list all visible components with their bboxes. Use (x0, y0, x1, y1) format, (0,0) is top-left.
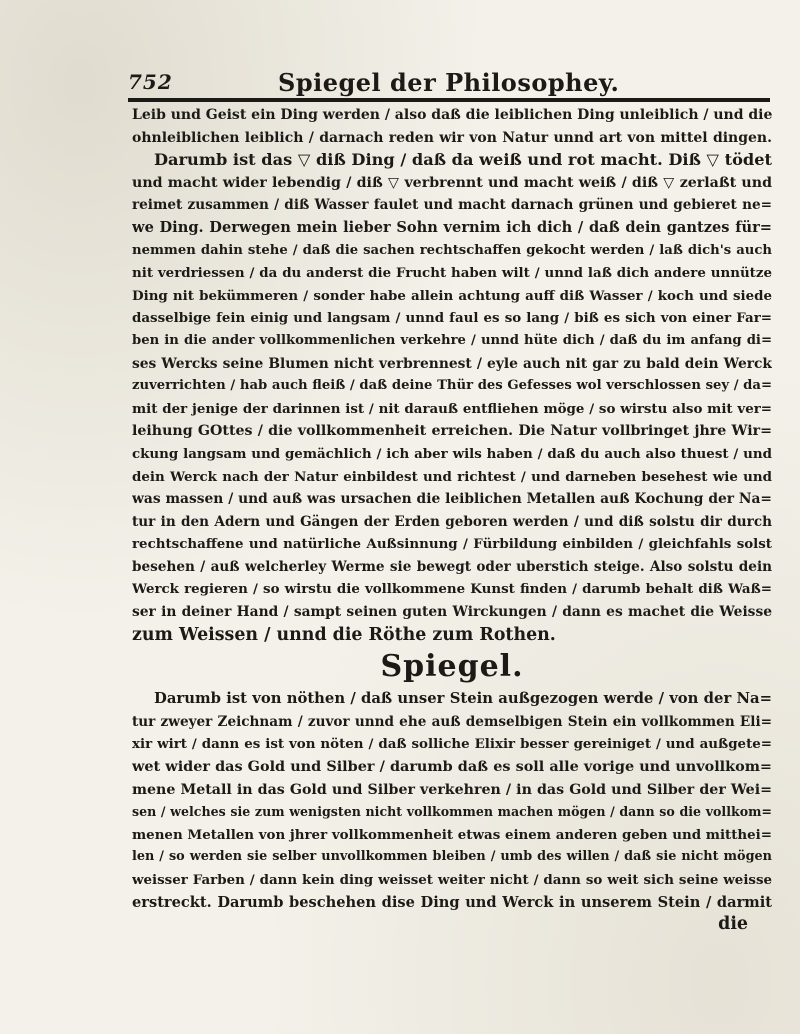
text-line: leihung GOttes / die vollkommenheit erreichen. Die Natur vollbringet jhre Wir= (132, 423, 772, 440)
text-line: nemmen dahin stehe / daß die sachen rechtschaffen gekocht werden / laß dich's auch (132, 242, 772, 258)
text-line: tur in den Adern und Gängen der Erden geboren werden / und diß solstu dir durch (132, 513, 772, 530)
text-line: mene Metall in das Gold und Silber verkehren / in das Gold und Silber der Wei= (132, 781, 772, 798)
text-line: Darumb ist von nöthen / daß unser Stein außgezogen werde / von der Na= (154, 690, 772, 708)
text-line: len / so werden sie selber unvollkommen bleiben / umb des willen / daß sie nicht mögen (132, 849, 772, 865)
text-line: nit verdriessen / da du anderst die Frucht haben wilt / unnd laß dich andere unnütze (132, 265, 772, 282)
text-line: mit der jenige der darinnen ist / nit darauß entfliehen möge / so wirstu also mit ver= (132, 400, 772, 417)
text-line: besehen / auß welcherley Werme sie bewegt oder uberstich steige. Also solstu dein (132, 558, 772, 575)
paragraph-1 (132, 104, 772, 646)
text-line: ser in deiner Hand / sampt seinen guten Wirckungen / dann es machet die Weisse (132, 604, 772, 621)
text-line: erstreckt. Darumb beschehen dise Ding und Werck in unserem Stein / darmit (132, 893, 772, 911)
text-line: reimet zusammen / diß Wasser faulet und macht darnach grünen und gebieret ne= (132, 197, 772, 214)
text-line: Leib und Geist ein Ding werden / also daß die leiblichen Ding unleiblich / und die (132, 107, 772, 123)
text-line: wet wider das Gold und Silber / darumb daß es soll alle vorige und unvollkom= (132, 758, 772, 776)
text-line: ben in die ander vollkommenlichen verkehre / unnd hüte dich / daß du im anfang di= (132, 332, 772, 348)
text-line: sen / welches sie zum wenigsten nicht vollkommen machen mögen / dann so die vollkom= (132, 804, 772, 820)
text-line: we Ding. Derwegen mein lieber Sohn vernim ich dich / daß dein gantzes für= (132, 218, 772, 236)
text-line: zum Weissen / unnd die Röthe zum Rothen. (132, 624, 556, 645)
text-line: Werck regieren / so wirstu die vollkommene Kunst finden / darumb behalt diß Waß= (132, 581, 772, 598)
page-number: 752 (128, 70, 173, 94)
text-line: tur zweyer Zeichnam / zuvor unnd ehe auß demselbigen Stein ein vollkommen Eli= (132, 713, 772, 730)
catchword-line (132, 914, 772, 936)
text-line: und macht wider lebendig / diß ▽ verbrennt und macht weiß / diß ▽ zerlaßt und (132, 174, 772, 191)
text-line: ses Wercks seine Blumen nicht verbrennest / eyle auch nit gar zu bald dein Werck (132, 355, 772, 372)
text-line: Ding nit bekümmeren / sonder habe allein achtung auff diß Wasser / koch und siede (132, 287, 772, 304)
catchword: die (718, 914, 748, 935)
text-line: weisser Farben / dann kein ding weisset weiter nicht / dann so weit sich seine weisse (132, 872, 772, 888)
header-rule (128, 98, 770, 102)
text-line: was massen / und auß was ursachen die leiblichen Metallen auß Kochung der Na= (132, 491, 772, 508)
text-line: rechtschaffene und natürliche Außsinnung / Fürbildung einbilden / gleichfahls solst (132, 536, 772, 553)
text-line: zuverrichten / hab auch fleiß / daß deine Thür des Gefesses wol verschlossen sey / da= (132, 378, 772, 394)
section-heading: Spiegel. (380, 649, 524, 685)
page-header (128, 70, 768, 96)
page-body (132, 104, 772, 936)
text-line: ohnleiblichen leiblich / darnach reden wir von Natur unnd art von mittel dingen. (132, 129, 772, 146)
text-line: ckung langsam und gemächlich / ich aber wils haben / daß du auch also thuest / und (132, 445, 772, 462)
text-line: xir wirt / dann es ist von nöten / daß solliche Elixir besser gereiniget / und außgete= (132, 736, 772, 753)
text-line: Darumb ist das ▽ diß Ding / daß da weiß und rot macht. Diß ▽ tödet (154, 150, 772, 170)
text-line: dasselbige fein einig und langsam / unnd faul es so lang / biß es sich von einer Far= (132, 310, 772, 327)
text-line: menen Metallen von jhrer vollkommenheit etwas einem anderen geben und mitthei= (132, 826, 772, 843)
running-head: Spiegel der Philosophey. (278, 68, 620, 97)
text-line: dein Werck nach der Natur einbildest und richtest / und darneben besehest wie und (132, 468, 772, 485)
paragraph-2 (132, 688, 772, 936)
